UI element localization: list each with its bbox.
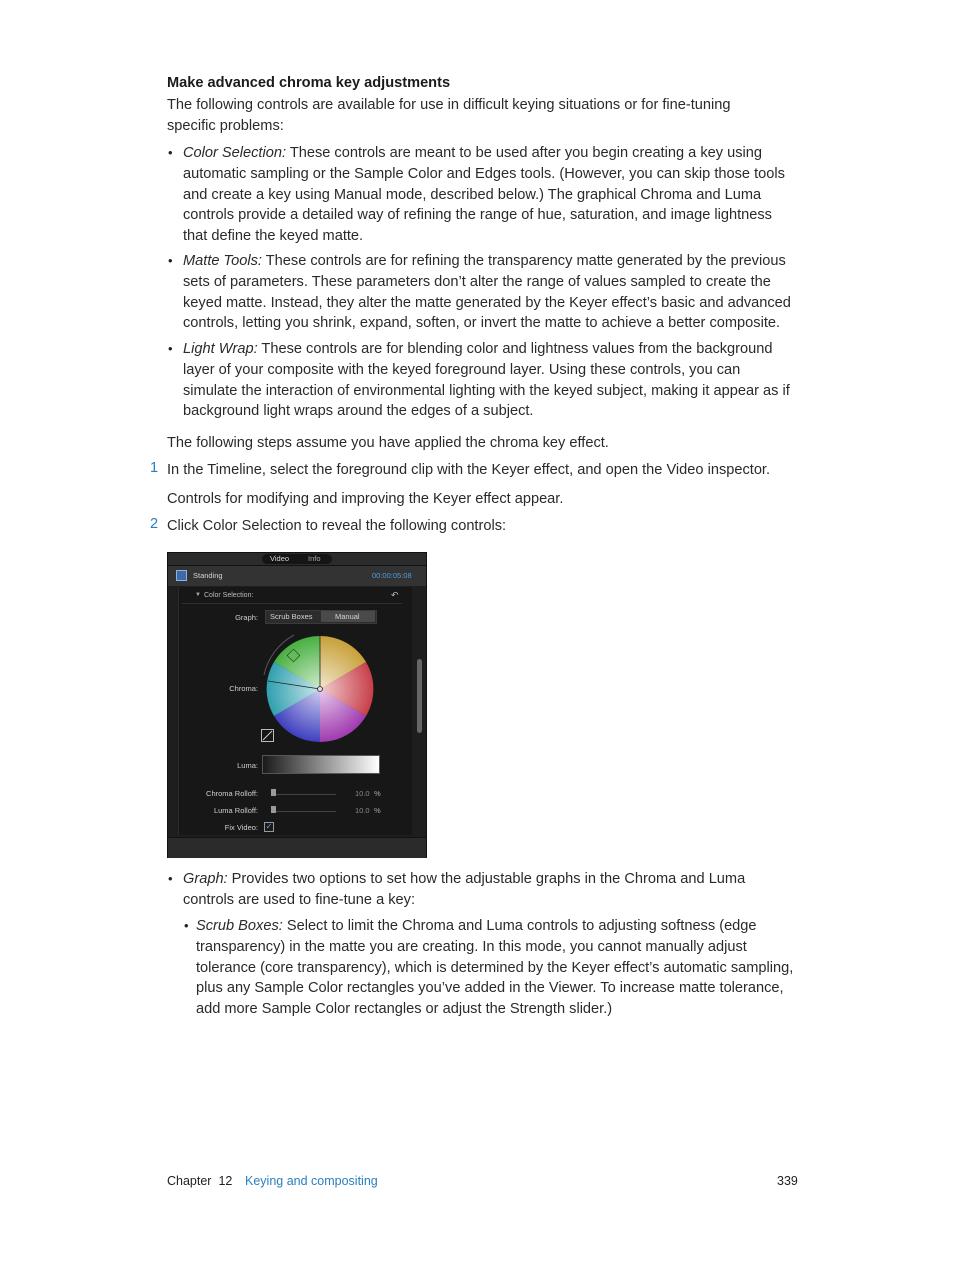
luma-rolloff-unit: %: [374, 806, 381, 815]
reset-icon[interactable]: ↶: [391, 590, 399, 600]
chroma-color-wheel[interactable]: [254, 631, 378, 743]
chroma-rolloff-label: Chroma Rolloff:: [206, 789, 258, 798]
luma-gradient-control[interactable]: [262, 755, 380, 774]
inspector-bottom-bar: [168, 837, 426, 858]
tab-info[interactable]: Info: [308, 554, 321, 563]
step-2-text: Click Color Selection to reveal the following controls:: [167, 518, 507, 534]
step-number: 1: [150, 460, 159, 476]
chroma-rolloff-thumb[interactable]: [271, 789, 276, 796]
fix-video-label: Fix Video:: [224, 823, 258, 832]
chroma-rolloff-unit: %: [374, 789, 381, 798]
video-clip-icon: [176, 570, 187, 581]
curve-toggle-icon[interactable]: [261, 729, 274, 742]
assume-paragraph: The following steps assume you have applied the chroma key effect.: [167, 435, 609, 451]
footer-chapter: Chapter 12: [167, 1174, 233, 1188]
clip-name: Standing: [193, 571, 223, 580]
section-heading: Make advanced chroma key adjustments: [167, 75, 451, 91]
bullet-matte-tools: Matte Tools: These controls are for refining the transparency matte generated by the previous sets of parameters. These parameters don’t alter the range of values sampled to create the keyed matte. Instead, they alter the matte generated by the Keyer effect’s basic and advanced controls, letting you shrink, expand, soften, or invert the matte to achieve a better composite.: [183, 253, 791, 332]
graph-label: Graph:: [235, 613, 258, 622]
graph-option-scrub-boxes[interactable]: Scrub Boxes: [270, 612, 313, 621]
graph-option-manual[interactable]: Manual: [335, 612, 360, 621]
page-number: 339: [777, 1174, 798, 1188]
luma-rolloff-slider[interactable]: [274, 811, 336, 812]
bullet-graph: Graph: Provides two options to set how the adjustable graphs in the Chroma and Luma controls are used to fine-tune a key:: [183, 871, 746, 908]
section-title: Color Selection:: [204, 592, 254, 599]
tab-video[interactable]: Video: [270, 554, 290, 563]
luma-rolloff-thumb[interactable]: [271, 806, 276, 813]
bullet-marker: •: [168, 253, 173, 268]
sub-bullet-marker: •: [184, 918, 189, 933]
step-number: 2: [150, 516, 159, 532]
chroma-rolloff-slider[interactable]: [274, 794, 336, 795]
bullet-light-wrap: Light Wrap: These controls are for blending color and lightness values from the background layer of your composite with the keyed foreground layer. Using these controls, you can simulate the interaction of environmental lighting with the keyed subject, making it appear as if background light wraps around the edges of a subject.: [183, 341, 790, 420]
bullet-color-selection: Color Selection: These controls are meant to be used after you begin creating a key using automatic sampling or the Sample Color and Edges tools. (However, you can skip those tools and create a key using Manual mode, described below.) The graphical Chroma and Luma controls provide a detailed way of refining the range of hue, saturation, and image lightness that define the keyed matte.: [183, 145, 785, 245]
intro-paragraph: The following controls are available for use in difficult keying situations or for fine-tuning specific problems:: [167, 97, 731, 134]
clip-timecode: 00:00:05:08: [372, 571, 412, 580]
chroma-rolloff-value[interactable]: 10.0: [355, 789, 370, 798]
bullet-marker: •: [168, 871, 173, 886]
disclosure-triangle-icon[interactable]: ▼: [195, 592, 201, 598]
chroma-label: Chroma:: [229, 684, 258, 693]
bullet-marker: •: [168, 145, 173, 160]
step-1-result: Controls for modifying and improving the Keyer effect appear.: [167, 491, 564, 507]
luma-label: Luma:: [237, 761, 258, 770]
luma-rolloff-value[interactable]: 10.0: [355, 806, 370, 815]
step-1-text: In the Timeline, select the foreground clip with the Keyer effect, and open the Video inspector.: [167, 462, 771, 478]
footer-chapter-link[interactable]: Keying and compositing: [245, 1174, 378, 1188]
luma-rolloff-label: Luma Rolloff:: [213, 806, 258, 815]
video-inspector-panel: [167, 552, 427, 858]
chroma-center-handle[interactable]: [318, 687, 323, 692]
bullet-marker: •: [168, 341, 173, 356]
fix-video-checkbox[interactable]: ✓: [265, 822, 273, 831]
sub-bullet-scrub-boxes: Scrub Boxes: Select to limit the Chroma and Luma controls to adjusting softness (edge transparency) in the matte you are creating. In this mode, you cannot manually adjust tolerance (core transparency), which is determined by the Keyer effect’s automatic sampling, plus any Sample Color rectangles you’ve added in the Viewer. To increase matte tolerance, add more Sample Color rectangles or adjust the Strength slider.): [196, 918, 794, 1018]
inspector-scrollbar[interactable]: [417, 659, 422, 733]
